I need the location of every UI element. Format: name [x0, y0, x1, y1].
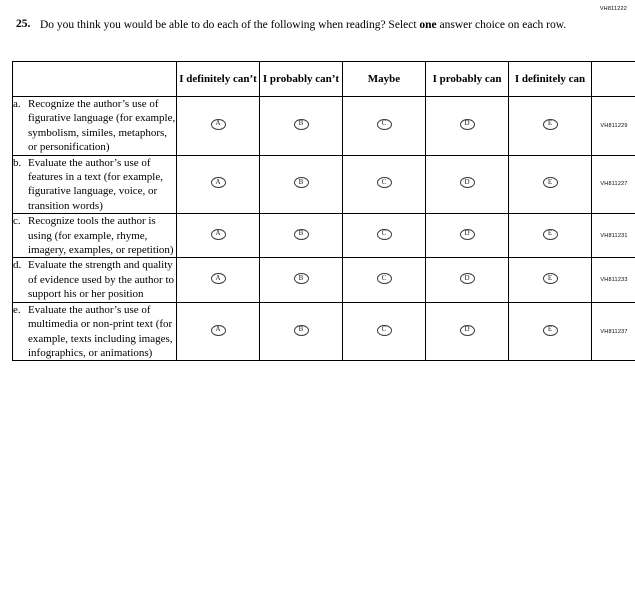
radio-bubble[interactable] [377, 229, 392, 240]
radio-bubble[interactable] [377, 325, 392, 336]
radio-letter: A [215, 177, 221, 186]
row-stem-e [13, 302, 177, 361]
radio-letter: B [298, 229, 304, 238]
radio-bubble[interactable] [543, 273, 558, 284]
radio-b-maybe[interactable] [343, 155, 426, 214]
row-stem-c [13, 214, 177, 258]
radio-e-probably-cant[interactable] [260, 302, 343, 361]
radio-bubble[interactable] [294, 273, 309, 284]
radio-letter: C [381, 229, 387, 238]
row-item-id-c: VH811231 [592, 214, 635, 258]
table-row [13, 258, 635, 302]
table-header-row [13, 62, 635, 97]
radio-letter: D [464, 229, 470, 238]
response-matrix-table [12, 61, 635, 361]
table-row [13, 302, 635, 361]
radio-bubble[interactable] [211, 177, 226, 188]
row-item-id-a: VH811229 [592, 97, 635, 156]
radio-c-definitely-cant[interactable] [177, 214, 260, 258]
question-stem [14, 18, 574, 34]
radio-c-probably-cant[interactable] [260, 214, 343, 258]
radio-letter: B [298, 119, 304, 128]
radio-a-probably-can[interactable] [426, 97, 509, 156]
radio-letter: D [464, 325, 470, 333]
radio-bubble[interactable] [294, 177, 309, 188]
radio-c-maybe[interactable] [343, 214, 426, 258]
radio-bubble[interactable] [543, 177, 558, 188]
radio-c-definitely-can[interactable] [509, 214, 592, 258]
radio-letter: C [381, 325, 387, 333]
question-text-part1: Do you think you would be able to do each of the following when reading? Select [40, 19, 420, 31]
column-header-definitely-can: I definitely can [509, 62, 592, 97]
row-item-id-e: VH811237 [592, 302, 635, 361]
question-number: 25. [16, 18, 31, 30]
radio-c-probably-can[interactable] [426, 214, 509, 258]
radio-letter: D [464, 177, 470, 186]
radio-bubble[interactable] [460, 325, 475, 336]
radio-b-probably-cant[interactable] [260, 155, 343, 214]
radio-bubble[interactable] [543, 325, 558, 336]
radio-d-definitely-can[interactable] [509, 258, 592, 302]
radio-letter: E [547, 119, 553, 128]
radio-bubble[interactable] [211, 119, 226, 130]
row-item-id-d: VH811233 [592, 258, 635, 302]
radio-bubble[interactable] [294, 119, 309, 130]
radio-d-maybe[interactable] [343, 258, 426, 302]
radio-d-definitely-cant[interactable] [177, 258, 260, 302]
row-label-a: Recognize the author’s use of figurative language (for example, symbolism, similes, metaphors, or personification) [28, 98, 176, 154]
radio-letter: A [215, 273, 221, 282]
radio-e-definitely-can[interactable] [509, 302, 592, 361]
radio-b-definitely-can[interactable] [509, 155, 592, 214]
radio-letter: B [298, 325, 304, 333]
radio-bubble[interactable] [211, 229, 226, 240]
row-label-d: Evaluate the strength and quality of evidence used by the author to support his or her position [28, 259, 175, 301]
row-letter-d: d. [13, 259, 22, 272]
row-letter-e: e. [13, 303, 21, 316]
question-text-emphasis: one [419, 19, 437, 31]
table-row [13, 155, 635, 214]
row-label-e: Evaluate the author’s use of multimedia or non-print text (for example, texts including images, infographics, or animations) [28, 303, 173, 359]
radio-letter: B [298, 273, 304, 282]
radio-a-maybe[interactable] [343, 97, 426, 156]
radio-bubble[interactable] [377, 119, 392, 130]
radio-e-probably-can[interactable] [426, 302, 509, 361]
radio-b-definitely-cant[interactable] [177, 155, 260, 214]
column-header-blank-right [592, 62, 635, 97]
radio-bubble[interactable] [211, 273, 226, 284]
radio-a-definitely-can[interactable] [509, 97, 592, 156]
table-row [13, 97, 635, 156]
radio-e-maybe[interactable] [343, 302, 426, 361]
column-header-maybe: Maybe [343, 62, 426, 97]
radio-letter: C [381, 273, 387, 282]
row-stem-a [13, 97, 177, 156]
row-label-c: Recognize tools the author is using (for example, rhyme, imagery, examples, or repetition) [28, 215, 174, 257]
radio-letter: D [464, 273, 470, 282]
radio-letter: A [215, 119, 221, 128]
radio-bubble[interactable] [460, 177, 475, 188]
row-letter-a: a. [13, 98, 21, 110]
radio-bubble[interactable] [543, 229, 558, 240]
radio-letter: C [381, 177, 387, 186]
radio-bubble[interactable] [460, 273, 475, 284]
radio-letter: C [381, 119, 387, 128]
row-label-b: Evaluate the author’s use of features in a text (for example, figurative language, voice, or transition words) [28, 156, 163, 212]
radio-d-probably-cant[interactable] [260, 258, 343, 302]
radio-b-probably-can[interactable] [426, 155, 509, 214]
column-header-definitely-cant: I definitely can’t [177, 62, 260, 97]
radio-bubble[interactable] [543, 119, 558, 130]
question-text-part2: answer choice on each row. [436, 19, 567, 31]
radio-bubble[interactable] [377, 177, 392, 188]
radio-bubble[interactable] [211, 325, 226, 336]
radio-bubble[interactable] [294, 325, 309, 336]
radio-letter: E [547, 229, 553, 238]
column-header-probably-cant: I probably can’t [260, 62, 343, 97]
radio-bubble[interactable] [377, 273, 392, 284]
radio-letter: E [547, 273, 553, 282]
row-stem-d [13, 258, 177, 302]
radio-a-definitely-cant[interactable] [177, 97, 260, 156]
radio-letter: A [215, 229, 221, 238]
radio-letter: B [298, 177, 304, 186]
radio-letter: A [215, 325, 221, 333]
table-row [13, 214, 635, 258]
question-text [40, 18, 566, 34]
radio-bubble[interactable] [460, 119, 475, 130]
row-stem-b [13, 155, 177, 214]
row-letter-b: b. [13, 156, 22, 169]
row-item-id-b: VH811227 [592, 155, 635, 214]
radio-a-probably-cant[interactable] [260, 97, 343, 156]
radio-letter: E [547, 325, 553, 333]
column-header-probably-can: I probably can [426, 62, 509, 97]
radio-bubble[interactable] [460, 229, 475, 240]
radio-letter: D [464, 119, 470, 128]
row-letter-c: c. [13, 215, 21, 228]
page-item-id: VH811222 [599, 6, 627, 12]
radio-e-definitely-cant[interactable] [177, 302, 260, 361]
column-header-blank-left [13, 62, 177, 97]
radio-bubble[interactable] [294, 229, 309, 240]
radio-d-probably-can[interactable] [426, 258, 509, 302]
radio-letter: E [547, 177, 553, 186]
